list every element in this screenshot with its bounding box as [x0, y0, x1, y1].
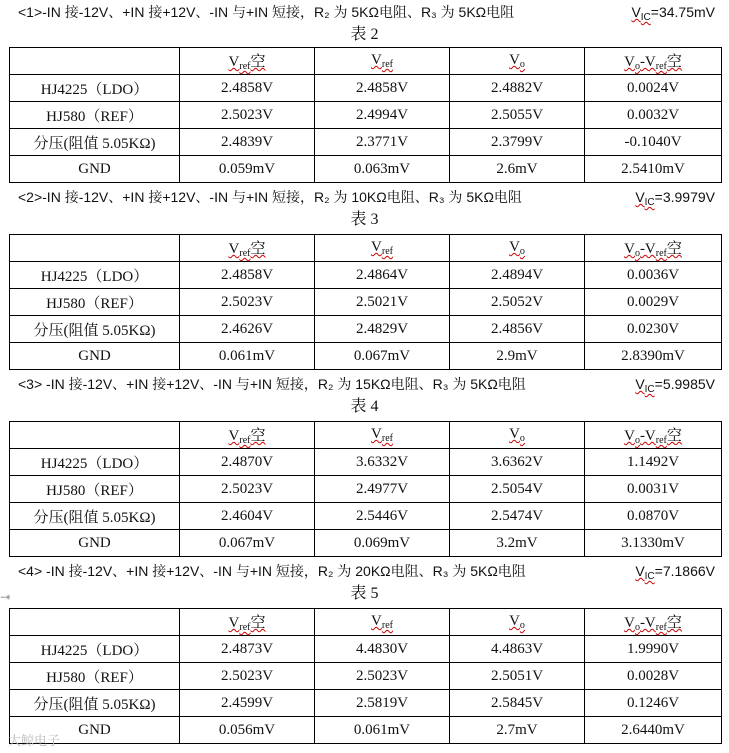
- table-cell: 2.4839V: [180, 129, 315, 156]
- table-cell: 0.0870V: [585, 503, 722, 530]
- table-row: [10, 503, 722, 530]
- header-empty: [10, 609, 180, 636]
- table-cell: 0.061mV: [180, 343, 315, 370]
- data-table-4: [9, 421, 722, 557]
- table-cell: 2.4882V: [450, 75, 585, 102]
- table-cell: 2.4626V: [180, 316, 315, 343]
- table-cell: 2.5055V: [450, 102, 585, 129]
- table-cell: 0.061mV: [315, 717, 450, 744]
- table-cell: 2.4864V: [315, 262, 450, 289]
- table-header-row: [10, 422, 722, 449]
- header-empty: [10, 235, 180, 262]
- row-label: GND: [10, 343, 180, 370]
- header-vo: $V_o$: [450, 48, 585, 75]
- table-cell: 2.4858V: [315, 75, 450, 102]
- table-cell: 2.8390mV: [585, 343, 722, 370]
- table-cell: 2.3771V: [315, 129, 450, 156]
- row-label: GND: [10, 530, 180, 557]
- table-row: [10, 530, 722, 557]
- table-row: [10, 75, 722, 102]
- header-vref-empty: $V_{ref}$空: [180, 422, 315, 449]
- row-label: HJ4225（LDO）: [10, 636, 180, 663]
- vic-readout: $V_{IC}=34.75mV$: [631, 4, 715, 23]
- table-header-row: [10, 48, 722, 75]
- header-empty: [10, 422, 180, 449]
- row-label: HJ4225（LDO）: [10, 75, 180, 102]
- condition-text: <3> -IN 接-12V、+IN 接+12V、-IN 与+IN 短接，R₂ 为 15KΩ电阻、R₃ 为 5KΩ电阻: [18, 376, 526, 392]
- table-cell: 2.4994V: [315, 102, 450, 129]
- table-cell: 2.4604V: [180, 503, 315, 530]
- condition-caption: [0, 372, 729, 396]
- vic-readout: $V_{IC}=7.1866V$: [635, 563, 715, 582]
- table-cell: 0.0028V: [585, 663, 722, 690]
- table-cell: 2.5023V: [315, 663, 450, 690]
- header-vref: $V_{ref}$: [315, 235, 450, 262]
- table-header-row: [10, 609, 722, 636]
- row-label: HJ580（REF）: [10, 102, 180, 129]
- table-row: [10, 102, 722, 129]
- table-cell: 2.4829V: [315, 316, 450, 343]
- row-label: HJ580（REF）: [10, 476, 180, 503]
- header-vo-minus-vref: $V_o-V_{ref}$空: [585, 422, 722, 449]
- table-cell: 2.5446V: [315, 503, 450, 530]
- condition-caption: [0, 0, 729, 24]
- table-cell: 0.0031V: [585, 476, 722, 503]
- table-row: [10, 289, 722, 316]
- table-title: 表 4: [350, 398, 379, 415]
- row-label: GND: [10, 156, 180, 183]
- table-cell: 0.0230V: [585, 316, 722, 343]
- table-row: [10, 690, 722, 717]
- table-cell: 2.4870V: [180, 449, 315, 476]
- row-label: 分压(阻值 5.05KΩ): [10, 129, 180, 156]
- table-title: 表 3: [350, 211, 379, 228]
- table-cell: 0.063mV: [315, 156, 450, 183]
- table-cell: 2.6mV: [450, 156, 585, 183]
- table-cell: 2.5845V: [450, 690, 585, 717]
- row-label: 分压(阻值 5.05KΩ): [10, 690, 180, 717]
- table-row: [10, 343, 722, 370]
- table-cell: 2.5023V: [180, 102, 315, 129]
- table-cell: 3.2mV: [450, 530, 585, 557]
- table-cell: 2.5410mV: [585, 156, 722, 183]
- table-cell: 2.7mV: [450, 717, 585, 744]
- header-vo: $V_o$: [450, 235, 585, 262]
- table-cell: 2.4858V: [180, 262, 315, 289]
- row-label: HJ4225（LDO）: [10, 449, 180, 476]
- table-title: 表 2: [350, 26, 379, 43]
- condition-text: <4> -IN 接-12V、+IN 接+12V、-IN 与+IN 短接，R₂ 为 20KΩ电阻、R₃ 为 5KΩ电阻: [18, 563, 526, 579]
- row-label: HJ580（REF）: [10, 663, 180, 690]
- header-vref: $V_{ref}$: [315, 422, 450, 449]
- header-vo: $V_o$: [450, 609, 585, 636]
- data-table-2: [9, 47, 722, 183]
- section-1: [0, 0, 729, 46]
- header-vref-empty: $V_{ref}$空: [180, 48, 315, 75]
- table-cell: 0.067mV: [180, 530, 315, 557]
- header-vref: $V_{ref}$: [315, 48, 450, 75]
- table-cell: 2.5819V: [315, 690, 450, 717]
- table-cell: 2.5023V: [180, 663, 315, 690]
- table-cell: 4.4830V: [315, 636, 450, 663]
- table-row: [10, 476, 722, 503]
- table-row: [10, 663, 722, 690]
- table-row: [10, 262, 722, 289]
- table-cell: 2.5052V: [450, 289, 585, 316]
- table-cell: 0.1246V: [585, 690, 722, 717]
- table-cell: 2.4858V: [180, 75, 315, 102]
- row-label: 分压(阻值 5.05KΩ): [10, 503, 180, 530]
- table-cell: 2.4873V: [180, 636, 315, 663]
- table-cell: 0.0029V: [585, 289, 722, 316]
- watermark-logo: 大鲸电子: [8, 733, 61, 748]
- vic-readout: $V_{IC}=5.9985V$: [635, 376, 715, 395]
- data-table-3: [9, 234, 722, 370]
- table-cell: 0.067mV: [315, 343, 450, 370]
- table-cell: 2.6440mV: [585, 717, 722, 744]
- table-cell: 3.1330mV: [585, 530, 722, 557]
- table-row: [10, 717, 722, 744]
- table-cell: 2.4894V: [450, 262, 585, 289]
- header-vo-minus-vref: $V_o-V_{ref}$空: [585, 235, 722, 262]
- table-title: 表 5: [350, 585, 379, 602]
- table-cell: 4.4863V: [450, 636, 585, 663]
- table-cell: 2.5021V: [315, 289, 450, 316]
- table-cell: 3.6362V: [450, 449, 585, 476]
- table-cell: 2.5054V: [450, 476, 585, 503]
- condition-text: <1>-IN 接-12V、+IN 接+12V、-IN 与+IN 短接，R₂ 为 5KΩ电阻、R₃ 为 5KΩ电阻: [18, 4, 515, 20]
- table-row: [10, 449, 722, 476]
- table-cell: 2.4599V: [180, 690, 315, 717]
- table-cell: 2.5023V: [180, 289, 315, 316]
- table-cell: 1.1492V: [585, 449, 722, 476]
- table-cell: 0.059mV: [180, 156, 315, 183]
- table-cell: 2.9mV: [450, 343, 585, 370]
- table-cell: 2.4856V: [450, 316, 585, 343]
- indent-marker-icon: ⇥: [0, 590, 11, 604]
- table-cell: -0.1040V: [585, 129, 722, 156]
- table-cell: 2.4977V: [315, 476, 450, 503]
- table-cell: 2.5023V: [180, 476, 315, 503]
- header-vo: $V_o$: [450, 422, 585, 449]
- header-empty: [10, 48, 180, 75]
- table-row: [10, 129, 722, 156]
- table-cell: 2.5051V: [450, 663, 585, 690]
- condition-caption: [0, 185, 729, 209]
- row-label: HJ580（REF）: [10, 289, 180, 316]
- table-cell: 0.0032V: [585, 102, 722, 129]
- header-vref: $V_{ref}$: [315, 609, 450, 636]
- table-cell: 3.6332V: [315, 449, 450, 476]
- table-cell: 0.069mV: [315, 530, 450, 557]
- table-row: [10, 156, 722, 183]
- table-cell: 0.0036V: [585, 262, 722, 289]
- table-cell: 1.9990V: [585, 636, 722, 663]
- row-label: GND: [10, 717, 180, 744]
- table-cell: 0.0024V: [585, 75, 722, 102]
- section-3: [0, 372, 729, 418]
- header-vo-minus-vref: $V_o-V_{ref}$空: [585, 48, 722, 75]
- row-label: HJ4225（LDO）: [10, 262, 180, 289]
- table-cell: 2.5474V: [450, 503, 585, 530]
- condition-text: <2>-IN 接-12V、+IN 接+12V、-IN 与+IN 短接，R₂ 为 10KΩ电阻、R₃ 为 5KΩ电阻: [18, 189, 522, 205]
- row-label: 分压(阻值 5.05KΩ): [10, 316, 180, 343]
- vic-readout: $V_{IC}=3.9979V$: [635, 189, 715, 208]
- data-table-5: [9, 608, 722, 744]
- condition-caption: [0, 559, 729, 583]
- header-vref-empty: $V_{ref}$空: [180, 235, 315, 262]
- table-header-row: [10, 235, 722, 262]
- table-row: [10, 636, 722, 663]
- table-cell: 2.3799V: [450, 129, 585, 156]
- section-2: [0, 185, 729, 231]
- section-4: [0, 559, 729, 605]
- table-row: [10, 316, 722, 343]
- header-vo-minus-vref: $V_o-V_{ref}$空: [585, 609, 722, 636]
- header-vref-empty: $V_{ref}$空: [180, 609, 315, 636]
- table-cell: 0.056mV: [180, 717, 315, 744]
